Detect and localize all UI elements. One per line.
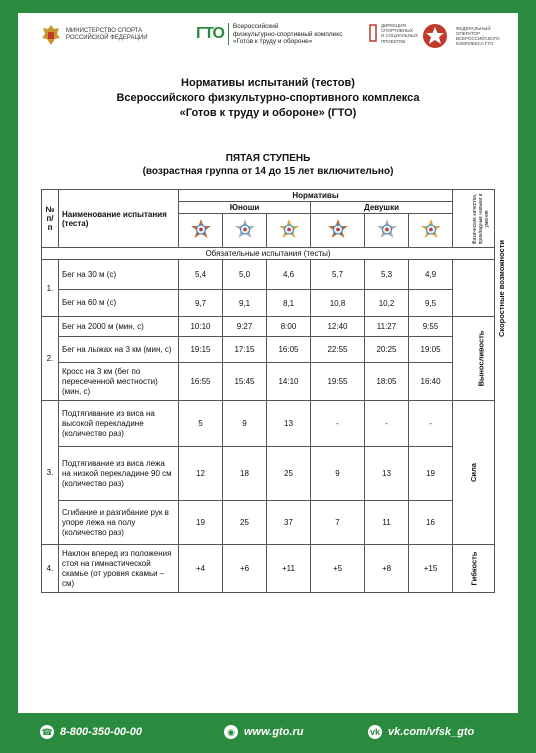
site-url: www.gto.ru	[244, 726, 304, 738]
header-num: № п/п	[42, 190, 59, 248]
boys-norm-value: 13	[267, 401, 311, 447]
girls-norm-value: 4,9	[409, 260, 453, 290]
header	[18, 13, 518, 65]
directorate-line-2: СПОРТИВНЫХ	[381, 28, 414, 34]
table-row	[42, 317, 495, 337]
footer	[0, 713, 536, 753]
girls-norm-value: -	[311, 401, 365, 447]
table-row	[42, 447, 495, 501]
test-name: Бег на 30 м (с)	[59, 260, 179, 290]
gto-text-line-3: «Готов к труду и обороне»	[232, 38, 313, 45]
phone-icon: ☎	[40, 725, 54, 739]
gto-badge-icon	[233, 218, 257, 242]
girls-norm-value: 5,3	[365, 260, 409, 290]
mandatory-section-label: Обязательные испытания (тесты)	[42, 248, 495, 260]
ministry-logo	[40, 23, 148, 47]
girls-norm-value: +8	[365, 545, 409, 593]
table-row	[42, 401, 495, 447]
boys-norm-value: 14:10	[267, 363, 311, 401]
gto-badge-icon	[277, 218, 301, 242]
operator-line-3: ВСЕРОССИЙСКОГО	[456, 36, 500, 41]
directorate-line-1: ДИРЕКЦИЯ	[381, 23, 406, 28]
operator-logo	[422, 23, 499, 49]
badge-cell	[267, 214, 311, 248]
boys-norm-value: +6	[223, 545, 267, 593]
girls-norm-value: 13	[365, 447, 409, 501]
boys-norm-value: 9	[223, 401, 267, 447]
table-row	[42, 290, 495, 317]
group-number: 3.	[42, 401, 59, 545]
group-number: 1.	[42, 260, 59, 317]
boys-norm-value: 12	[179, 447, 223, 501]
title-line-1: Нормативы испытаний (тестов)	[181, 77, 355, 89]
physical-quality	[453, 545, 495, 593]
boys-norm-value: 9,1	[223, 290, 267, 317]
table-row	[42, 501, 495, 545]
table-row	[42, 337, 495, 363]
phone-number: 8-800-350-00-00	[60, 726, 142, 738]
gto-divider	[228, 23, 229, 45]
physical-quality	[453, 401, 495, 545]
physical-quality-label: Выносливость	[476, 330, 486, 387]
girls-norm-value: 10,8	[311, 290, 365, 317]
test-name: Подтягивание из виса на высокой перекладине (количество раз)	[59, 401, 179, 447]
girls-norm-value: 9:55	[409, 317, 453, 337]
header-quality	[453, 190, 495, 248]
globe-icon: ◉	[224, 725, 238, 739]
boys-norm-value: 16:55	[179, 363, 223, 401]
test-name: Бег на лыжах на 3 км (мин, с)	[59, 337, 179, 363]
footer-vk[interactable]	[368, 725, 474, 739]
vk-url: vk.com/vfsk_gto	[388, 726, 475, 738]
boys-norm-value: 25	[267, 447, 311, 501]
test-name: Бег на 60 м (с)	[59, 290, 179, 317]
title-line-2: Всероссийского физкультурно-спортивного комплекса	[116, 92, 420, 104]
directorate-line-3: И СОЦИАЛЬНЫХ	[381, 33, 418, 39]
stage-heading	[18, 152, 518, 178]
girls-norm-value: +15	[409, 545, 453, 593]
test-name: Сгибание и разгибание рук в упоре лежа на полу (количество раз)	[59, 501, 179, 545]
physical-quality-label: Скоростные возможности	[497, 239, 507, 337]
gto-badge-icon	[375, 218, 399, 242]
boys-norm-value: 15:45	[223, 363, 267, 401]
girls-norm-value: 9	[311, 447, 365, 501]
group-number: 2.	[42, 317, 59, 401]
directorate-logo	[368, 23, 418, 44]
header-norms: Нормативы	[179, 190, 453, 202]
table-row	[42, 545, 495, 593]
table-row	[42, 260, 495, 290]
test-name: Бег на 2000 м (мин, с)	[59, 317, 179, 337]
boys-norm-value: 18	[223, 447, 267, 501]
boys-norm-value: 37	[267, 501, 311, 545]
footer-site[interactable]	[224, 725, 303, 739]
footer-phone[interactable]	[40, 725, 142, 739]
girls-norm-value: 19:55	[311, 363, 365, 401]
boys-norm-value: 19	[179, 501, 223, 545]
gto-mark: ГТО	[196, 25, 224, 43]
badge-cell	[179, 214, 223, 248]
boys-norm-value: 5,0	[223, 260, 267, 290]
header-test-name: Наименование испытания (теста)	[59, 190, 179, 248]
girls-norm-value: 12:40	[311, 317, 365, 337]
girls-norm-value: 9,5	[409, 290, 453, 317]
boys-norm-value: 9,7	[179, 290, 223, 317]
girls-norm-value: +5	[311, 545, 365, 593]
girls-norm-value: 11	[365, 501, 409, 545]
physical-quality-label: Сила	[469, 463, 479, 482]
group-number: 4.	[42, 545, 59, 593]
boys-norm-value: 19:15	[179, 337, 223, 363]
badge-cell	[365, 214, 409, 248]
gto-badge-icon	[189, 218, 213, 242]
girls-norm-value: -	[365, 401, 409, 447]
title-line-3: «Готов к труду и обороне» (ГТО)	[179, 107, 357, 119]
age-group: (возрастная группа от 14 до 15 лет включительно)	[142, 166, 394, 177]
physical-quality	[453, 317, 495, 401]
girls-norm-value: -	[409, 401, 453, 447]
gto-text-line-1: Всероссийский	[232, 23, 279, 30]
girls-norm-value: 20:25	[365, 337, 409, 363]
stage-title: ПЯТАЯ СТУПЕНЬ	[225, 153, 311, 164]
directorate-line-4: ПРОЕКТОВ	[381, 38, 406, 44]
boys-norm-value: 5	[179, 401, 223, 447]
girls-norm-value: 10,2	[365, 290, 409, 317]
directorate-icon	[368, 23, 378, 43]
girls-norm-value: 18:05	[365, 363, 409, 401]
boys-norm-value: 9:27	[223, 317, 267, 337]
girls-norm-value: 22:55	[311, 337, 365, 363]
test-name: Наклон вперед из положения стоя на гимнастической скамье (от уровня скамьи – см)	[59, 545, 179, 593]
header-quality-label: Физические качества, прикладные навыки и умения	[472, 193, 491, 244]
girls-norm-value: 11:27	[365, 317, 409, 337]
badge-cell	[409, 214, 453, 248]
girls-norm-value: 19:05	[409, 337, 453, 363]
document-title	[18, 76, 518, 121]
boys-norm-value: +4	[179, 545, 223, 593]
norms-table	[41, 189, 507, 593]
header-boys: Юноши	[179, 202, 311, 214]
girls-norm-value: 16:40	[409, 363, 453, 401]
ministry-line-1: МИНИСТЕРСТВО СПОРТА	[66, 28, 143, 34]
test-name: Кросс на 3 км (бег по пересеченной местности) (мин, с)	[59, 363, 179, 401]
header-girls: Девушки	[311, 202, 453, 214]
boys-norm-value: 25	[223, 501, 267, 545]
girls-norm-value: 5,7	[311, 260, 365, 290]
ministry-line-2: РОССИЙСКОЙ ФЕДЕРАЦИИ	[66, 35, 148, 41]
physical-quality-label: Гибкость	[469, 551, 479, 586]
operator-line-2: ОПЕРАТОР	[456, 30, 481, 36]
boys-norm-value: 17:15	[223, 337, 267, 363]
boys-norm-value: 5,4	[179, 260, 223, 290]
physical-quality	[453, 239, 507, 337]
operator-line-4: КОМПЛЕКСА ГТО	[456, 41, 494, 47]
operator-line-1: ФЕДЕРАЛЬНЫЙ	[456, 25, 491, 31]
boys-norm-value: 8,1	[267, 290, 311, 317]
boys-norm-value: 8:00	[267, 317, 311, 337]
boys-norm-value: 4,6	[267, 260, 311, 290]
girls-norm-value: 16	[409, 501, 453, 545]
badge-cell	[223, 214, 267, 248]
girls-norm-value: 7	[311, 501, 365, 545]
girls-norm-value: 19	[409, 447, 453, 501]
badge-cell	[311, 214, 365, 248]
boys-norm-value: 16:05	[267, 337, 311, 363]
table-row	[42, 363, 495, 401]
star-emblem-icon	[422, 23, 448, 49]
boys-norm-value: +11	[267, 545, 311, 593]
coat-of-arms-icon	[40, 23, 62, 47]
gto-badge-icon	[326, 218, 350, 242]
test-name: Подтягивание из виса лежа на низкой перекладине 90 см (количество раз)	[59, 447, 179, 501]
gto-badge-icon	[419, 218, 443, 242]
vk-icon: vk	[369, 727, 380, 737]
gto-logo	[196, 23, 342, 46]
boys-norm-value: 10:10	[179, 317, 223, 337]
gto-text-line-2: физкультурно-спортивный комплекс	[232, 30, 343, 38]
